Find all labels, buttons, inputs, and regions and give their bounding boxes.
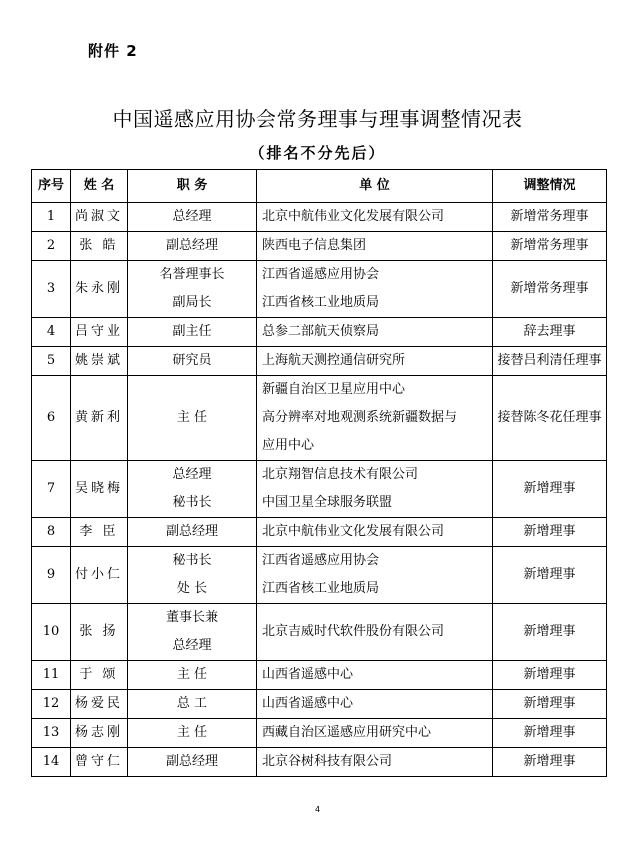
cell-position-line: 董事长兼	[165, 610, 218, 625]
cell-position-line: 副总经理	[165, 754, 218, 769]
cell-status: 新增常务理事	[493, 232, 607, 261]
cell-position-line: 秘书长	[172, 553, 212, 568]
cell-no: 9	[32, 547, 71, 604]
cell-position	[128, 461, 257, 518]
cell-position-line: 总经理	[172, 638, 212, 653]
cell-status: 新增理事	[493, 604, 607, 661]
table-header-row	[32, 170, 607, 203]
cell-unit	[257, 518, 493, 547]
cell-position	[128, 547, 257, 604]
cell-unit-line: 江西省核工业地质局	[262, 295, 380, 310]
cell-unit	[257, 604, 493, 661]
cell-no: 13	[32, 719, 71, 748]
table-row	[32, 690, 607, 719]
cell-status: 接替陈冬花任理事	[493, 376, 607, 461]
cell-position-line: 主 任	[176, 725, 208, 740]
cell-name: 杨志刚	[71, 719, 128, 748]
cell-position	[128, 661, 257, 690]
cell-no: 10	[32, 604, 71, 661]
cell-unit-line: 北京翔智信息技术有限公司	[262, 467, 419, 482]
cell-no: 5	[32, 347, 71, 376]
cell-no: 12	[32, 690, 71, 719]
cell-position	[128, 261, 257, 318]
cell-unit-line: 江西省遥感应用协会	[262, 267, 380, 282]
table-row	[32, 232, 607, 261]
cell-unit	[257, 203, 493, 232]
cell-no: 8	[32, 518, 71, 547]
cell-status: 新增理事	[493, 518, 607, 547]
cell-no: 11	[32, 661, 71, 690]
cell-name: 张 皓	[71, 232, 128, 261]
cell-position-line: 副总经理	[165, 238, 218, 253]
cell-status: 新增理事	[493, 547, 607, 604]
table-row	[32, 203, 607, 232]
cell-name: 姚崇斌	[71, 347, 128, 376]
table-row	[32, 719, 607, 748]
cell-name: 于 颂	[71, 661, 128, 690]
attachment-label: 附件 2	[88, 42, 138, 60]
table-row	[32, 518, 607, 547]
cell-unit	[257, 261, 493, 318]
cell-position-line: 主 任	[176, 410, 208, 425]
cell-unit-line: 新疆自治区卫星应用中心	[262, 382, 406, 397]
cell-position	[128, 690, 257, 719]
cell-no: 3	[32, 261, 71, 318]
cell-unit-line: 西藏自治区遥感应用研究中心	[262, 725, 432, 740]
cell-no: 7	[32, 461, 71, 518]
cell-status: 新增理事	[493, 661, 607, 690]
cell-position-line: 总经理	[172, 467, 212, 482]
header-position: 职 务	[128, 170, 257, 203]
cell-unit-line: 山西省遥感中心	[262, 696, 354, 711]
cell-no: 1	[32, 203, 71, 232]
cell-unit	[257, 690, 493, 719]
cell-position-line: 研究员	[172, 353, 212, 368]
cell-unit-line: 陕西电子信息集团	[262, 238, 367, 253]
table-row	[32, 604, 607, 661]
cell-status: 新增理事	[493, 748, 607, 777]
cell-unit	[257, 232, 493, 261]
cell-no: 6	[32, 376, 71, 461]
cell-name: 尚淑文	[71, 203, 128, 232]
cell-status: 新增理事	[493, 719, 607, 748]
cell-unit	[257, 376, 493, 461]
cell-unit-line: 江西省遥感应用协会	[262, 553, 380, 568]
cell-no: 4	[32, 318, 71, 347]
cell-status: 新增理事	[493, 690, 607, 719]
cell-position-line: 总 工	[176, 696, 208, 711]
table-row	[32, 547, 607, 604]
cell-name: 张 扬	[71, 604, 128, 661]
header-no: 序号	[32, 170, 71, 203]
cell-unit	[257, 748, 493, 777]
cell-status: 新增理事	[493, 461, 607, 518]
cell-status: 新增常务理事	[493, 203, 607, 232]
cell-name: 李 臣	[71, 518, 128, 547]
cell-unit	[257, 719, 493, 748]
cell-unit-line: 北京中航伟业文化发展有限公司	[262, 524, 445, 539]
cell-unit-line: 北京吉威时代软件股份有限公司	[262, 624, 445, 639]
table-row	[32, 347, 607, 376]
cell-unit	[257, 547, 493, 604]
cell-position	[128, 318, 257, 347]
document-subtitle: （排名不分先后）	[249, 144, 386, 162]
document-title: 中国遥感应用协会常务理事与理事调整情况表	[112, 107, 523, 131]
cell-unit	[257, 318, 493, 347]
header-unit: 单 位	[257, 170, 493, 203]
cell-position	[128, 518, 257, 547]
cell-no: 14	[32, 748, 71, 777]
cell-position-line: 副总经理	[165, 524, 218, 539]
cell-position	[128, 376, 257, 461]
cell-position-line: 名誉理事长	[159, 267, 225, 282]
cell-unit	[257, 461, 493, 518]
cell-name: 黄新利	[71, 376, 128, 461]
cell-unit-line: 北京中航伟业文化发展有限公司	[262, 209, 445, 224]
cell-position-line: 处 长	[176, 581, 208, 596]
cell-name: 吕守业	[71, 318, 128, 347]
cell-unit-line: 总参二部航天侦察局	[262, 324, 380, 339]
table-row	[32, 376, 607, 461]
cell-unit-line: 应用中心	[262, 438, 315, 453]
cell-position	[128, 203, 257, 232]
cell-status: 新增常务理事	[493, 261, 607, 318]
cell-unit	[257, 661, 493, 690]
cell-position	[128, 232, 257, 261]
cell-name: 吴晓梅	[71, 461, 128, 518]
cell-position	[128, 604, 257, 661]
cell-unit-line: 北京谷树科技有限公司	[262, 754, 393, 769]
cell-unit-line: 山西省遥感中心	[262, 667, 354, 682]
page-number: 4	[314, 805, 321, 814]
cell-status: 辞去理事	[493, 318, 607, 347]
cell-position-line: 副主任	[172, 324, 212, 339]
cell-unit	[257, 347, 493, 376]
cell-unit-line: 高分辨率对地观测系统新疆数据与	[262, 410, 458, 425]
table-body	[32, 203, 607, 777]
cell-position-line: 副局长	[172, 295, 212, 310]
cell-unit-line: 上海航天测控通信研究所	[262, 353, 406, 368]
table-row	[32, 261, 607, 318]
header-name: 姓 名	[71, 170, 128, 203]
header-status: 调整情况	[493, 170, 607, 203]
cell-position	[128, 748, 257, 777]
table-row	[32, 461, 607, 518]
cell-status: 接替吕利清任理事	[493, 347, 607, 376]
cell-position-line: 主 任	[176, 667, 208, 682]
adjustment-table	[31, 169, 607, 777]
cell-name: 朱永刚	[71, 261, 128, 318]
cell-position-line: 总经理	[172, 209, 212, 224]
table-row	[32, 661, 607, 690]
table-row	[32, 318, 607, 347]
cell-name: 付小仁	[71, 547, 128, 604]
cell-position	[128, 719, 257, 748]
cell-name: 曾守仁	[71, 748, 128, 777]
cell-no: 2	[32, 232, 71, 261]
cell-position-line: 秘书长	[172, 495, 212, 510]
cell-name: 杨爱民	[71, 690, 128, 719]
cell-unit-line: 中国卫星全球服务联盟	[262, 495, 393, 510]
table-row	[32, 748, 607, 777]
cell-position	[128, 347, 257, 376]
cell-unit-line: 江西省核工业地质局	[262, 581, 380, 596]
